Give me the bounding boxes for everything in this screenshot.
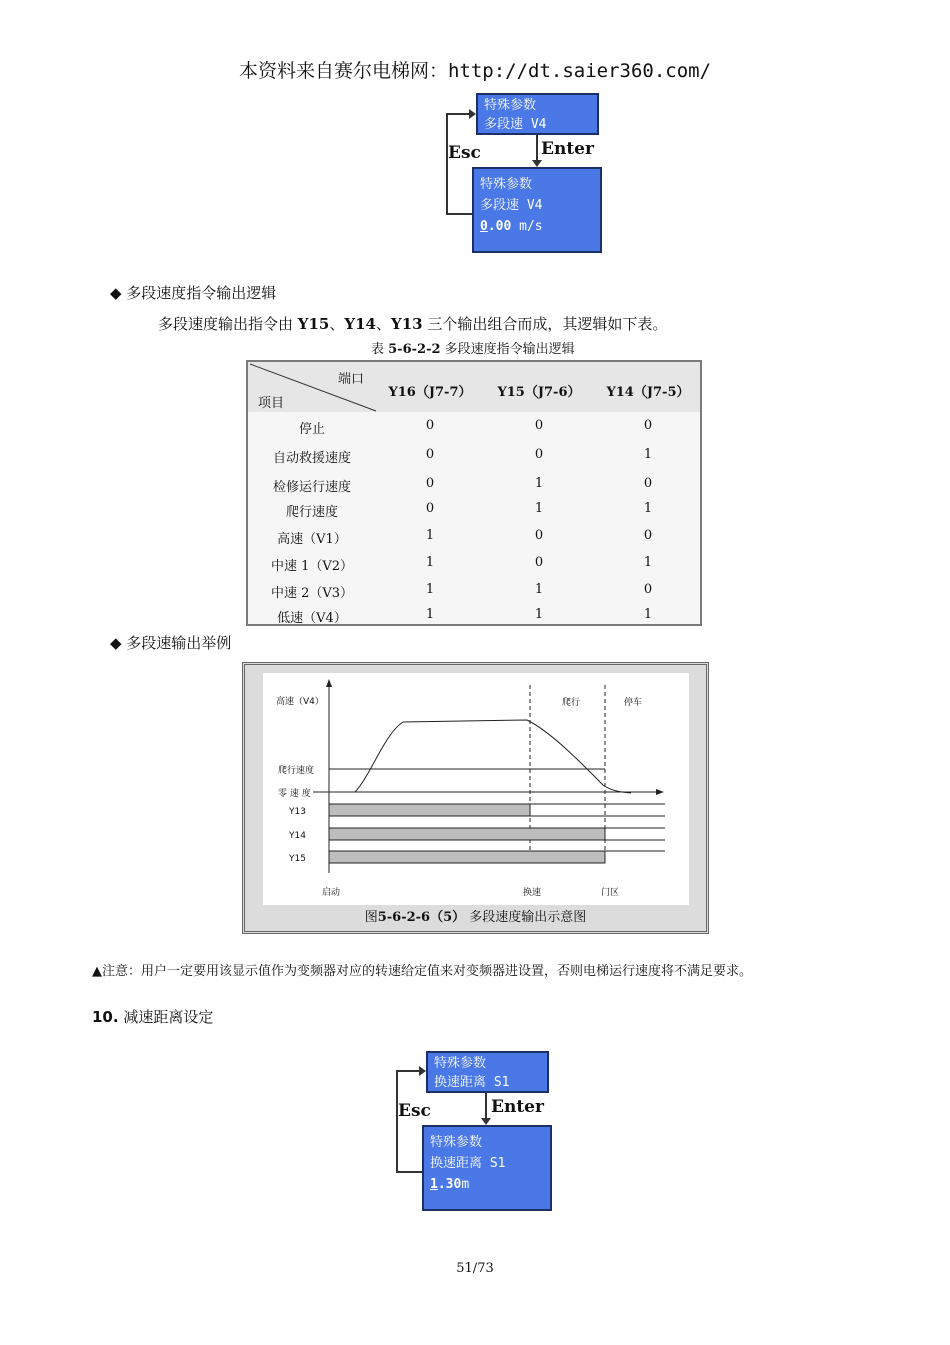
connector-line [446,113,448,214]
table-cell: 1 [643,607,653,622]
table-cell: 1 [643,501,653,516]
x-axis-arrow-icon [656,789,664,795]
signal-bar-y13 [329,804,530,816]
caption-text: 多段速度输出示意图 [465,910,587,925]
row-label: 检修运行速度 [272,480,351,495]
para-text: 三个输出组合而成，其逻辑如下表。 [422,315,668,333]
enter-key-label: Enter [491,1097,544,1117]
para-bold: Y14 [344,315,376,333]
section-heading-10 [92,1006,213,1027]
caption-text: 表 [371,342,389,357]
bullet-heading-example: ◆ 多段速输出举例 [110,634,232,652]
lcd-screen-bottom [422,1125,552,1211]
lcd-screen-top [426,1051,549,1093]
table-cell: 1 [425,528,435,543]
row-label: 自动救援速度 [272,451,351,466]
header-corner-port: 端口 [338,372,365,387]
para-text: 、 [375,315,391,333]
y-axis-arrow-icon [326,679,332,687]
table-cell: 0 [425,476,435,491]
label-y14: Y14 [289,831,306,841]
lcd-line: 特殊参数 [430,1135,483,1150]
para-bold: Y15 [297,315,330,333]
arrow-down-icon [532,160,542,167]
table-cell: 1 [425,607,435,622]
table-cell: 1 [534,582,544,597]
connector-line [396,1171,423,1173]
esc-key-label: Esc [398,1101,431,1121]
table-cell: 0 [425,418,435,433]
row-label: 高速（V1） [277,532,347,547]
label-creep-speed: 爬行速度 [278,766,315,776]
label-y13: Y13 [289,807,306,817]
enter-key-label: Enter [541,139,594,159]
table-cell: 0 [643,582,653,597]
connector-line [396,1070,398,1172]
lcd-value [480,216,594,237]
lcd-value [430,1174,544,1195]
bullet-heading-logic: ◆ 多段速度指令输出逻辑 [110,284,277,302]
lcd-line: 多段速 V4 [480,198,543,213]
lcd-line: 特殊参数 [484,98,537,113]
column-header: Y15（J7-6） [497,385,581,400]
label-zero-speed: 零 速 度 [278,789,311,799]
signal-bar-y14 [329,828,605,840]
table-cell: 1 [425,555,435,570]
table-cell: 1 [534,501,544,516]
row-label: 停止 [298,422,325,437]
table-cell: 0 [643,476,653,491]
table-cell: 1 [643,555,653,570]
connector-line [446,113,470,115]
table-cell: 0 [425,447,435,462]
header-corner-item: 项目 [258,396,285,411]
speed-curve [355,720,631,793]
column-header: Y16（J7-7） [388,385,472,400]
para-text: 、 [329,315,345,333]
label-start: 启动 [322,888,341,898]
table-cell: 1 [643,447,653,462]
esc-key-label: Esc [448,143,481,163]
lcd-unit: m/s [511,219,543,234]
caption-text: 图 [364,910,378,925]
label-high-speed: 高速（V4） [276,697,324,707]
arrow-right-icon [419,1066,426,1076]
table-cell: 0 [643,528,653,543]
lcd-line: 换速距离 S1 [434,1075,510,1090]
table-cell: 0 [534,528,544,543]
arrow-right-icon [469,109,476,119]
table-cell: 1 [534,607,544,622]
lcd-cursor-digit: 0 [480,219,488,234]
lcd-screen-bottom [472,167,602,253]
para-text: 多段速度输出指令由 [158,315,298,333]
lcd-value-rest: .00 [487,219,512,234]
lcd-line: 特殊参数 [434,1056,487,1071]
connector-line [396,1070,420,1072]
label-changeover: 换速 [523,888,542,898]
page-number: 51/73 [456,1261,494,1276]
logic-paragraph [158,313,667,334]
table-cell: 0 [425,501,435,516]
figure-caption [242,906,709,925]
row-label: 中速 1（V2） [270,559,354,574]
row-label: 低速（V4） [277,611,347,626]
row-label: 爬行速度 [285,505,338,520]
signal-bar-y15 [329,851,605,863]
row-label: 中速 2（V3） [270,586,354,601]
section-title: 减速距离设定 [118,1008,214,1026]
caption-number: 5-6-2-6（5） [377,910,466,925]
table-cell: 0 [534,555,544,570]
lcd-line: 多段速 V4 [484,117,547,132]
table-cell: 0 [534,447,544,462]
lcd-unit: m [461,1177,470,1192]
para-bold: Y13 [391,315,423,333]
label-stop-phase: 停车 [624,698,643,708]
section-number: 10. [92,1008,119,1026]
lcd-screen-top [476,93,599,135]
table-cell: 1 [425,582,435,597]
lcd-line: 特殊参数 [480,177,533,192]
table-cell: 0 [643,418,653,433]
caption-text: 多段速度指令输出逻辑 [440,342,575,357]
logic-table [246,360,702,626]
caption-number: 5-6-2-2 [388,342,441,357]
table-cell: 1 [534,476,544,491]
lcd-line: 换速距离 S1 [430,1156,506,1171]
label-y15: Y15 [289,854,306,864]
connector-line [446,213,473,215]
page-header: 本资料来自赛尔电梯网：http://dt.saier360.com/ [238,60,712,82]
column-header: Y14（J7-5） [606,385,690,400]
lcd-cursor-digit: 1 [430,1177,438,1192]
table-caption [371,338,575,357]
label-creep-phase: 爬行 [562,698,581,708]
warning-note: ▲注意：用户一定要用该显示值作为变频器对应的转速给定值来对变频器进设置，否则电梯运行速度将不满足要求。 [92,964,752,979]
lcd-value-rest: .30 [437,1177,462,1192]
label-door-zone: 门区 [601,888,620,898]
arrow-down-icon [481,1118,491,1125]
table-cell: 0 [534,418,544,433]
